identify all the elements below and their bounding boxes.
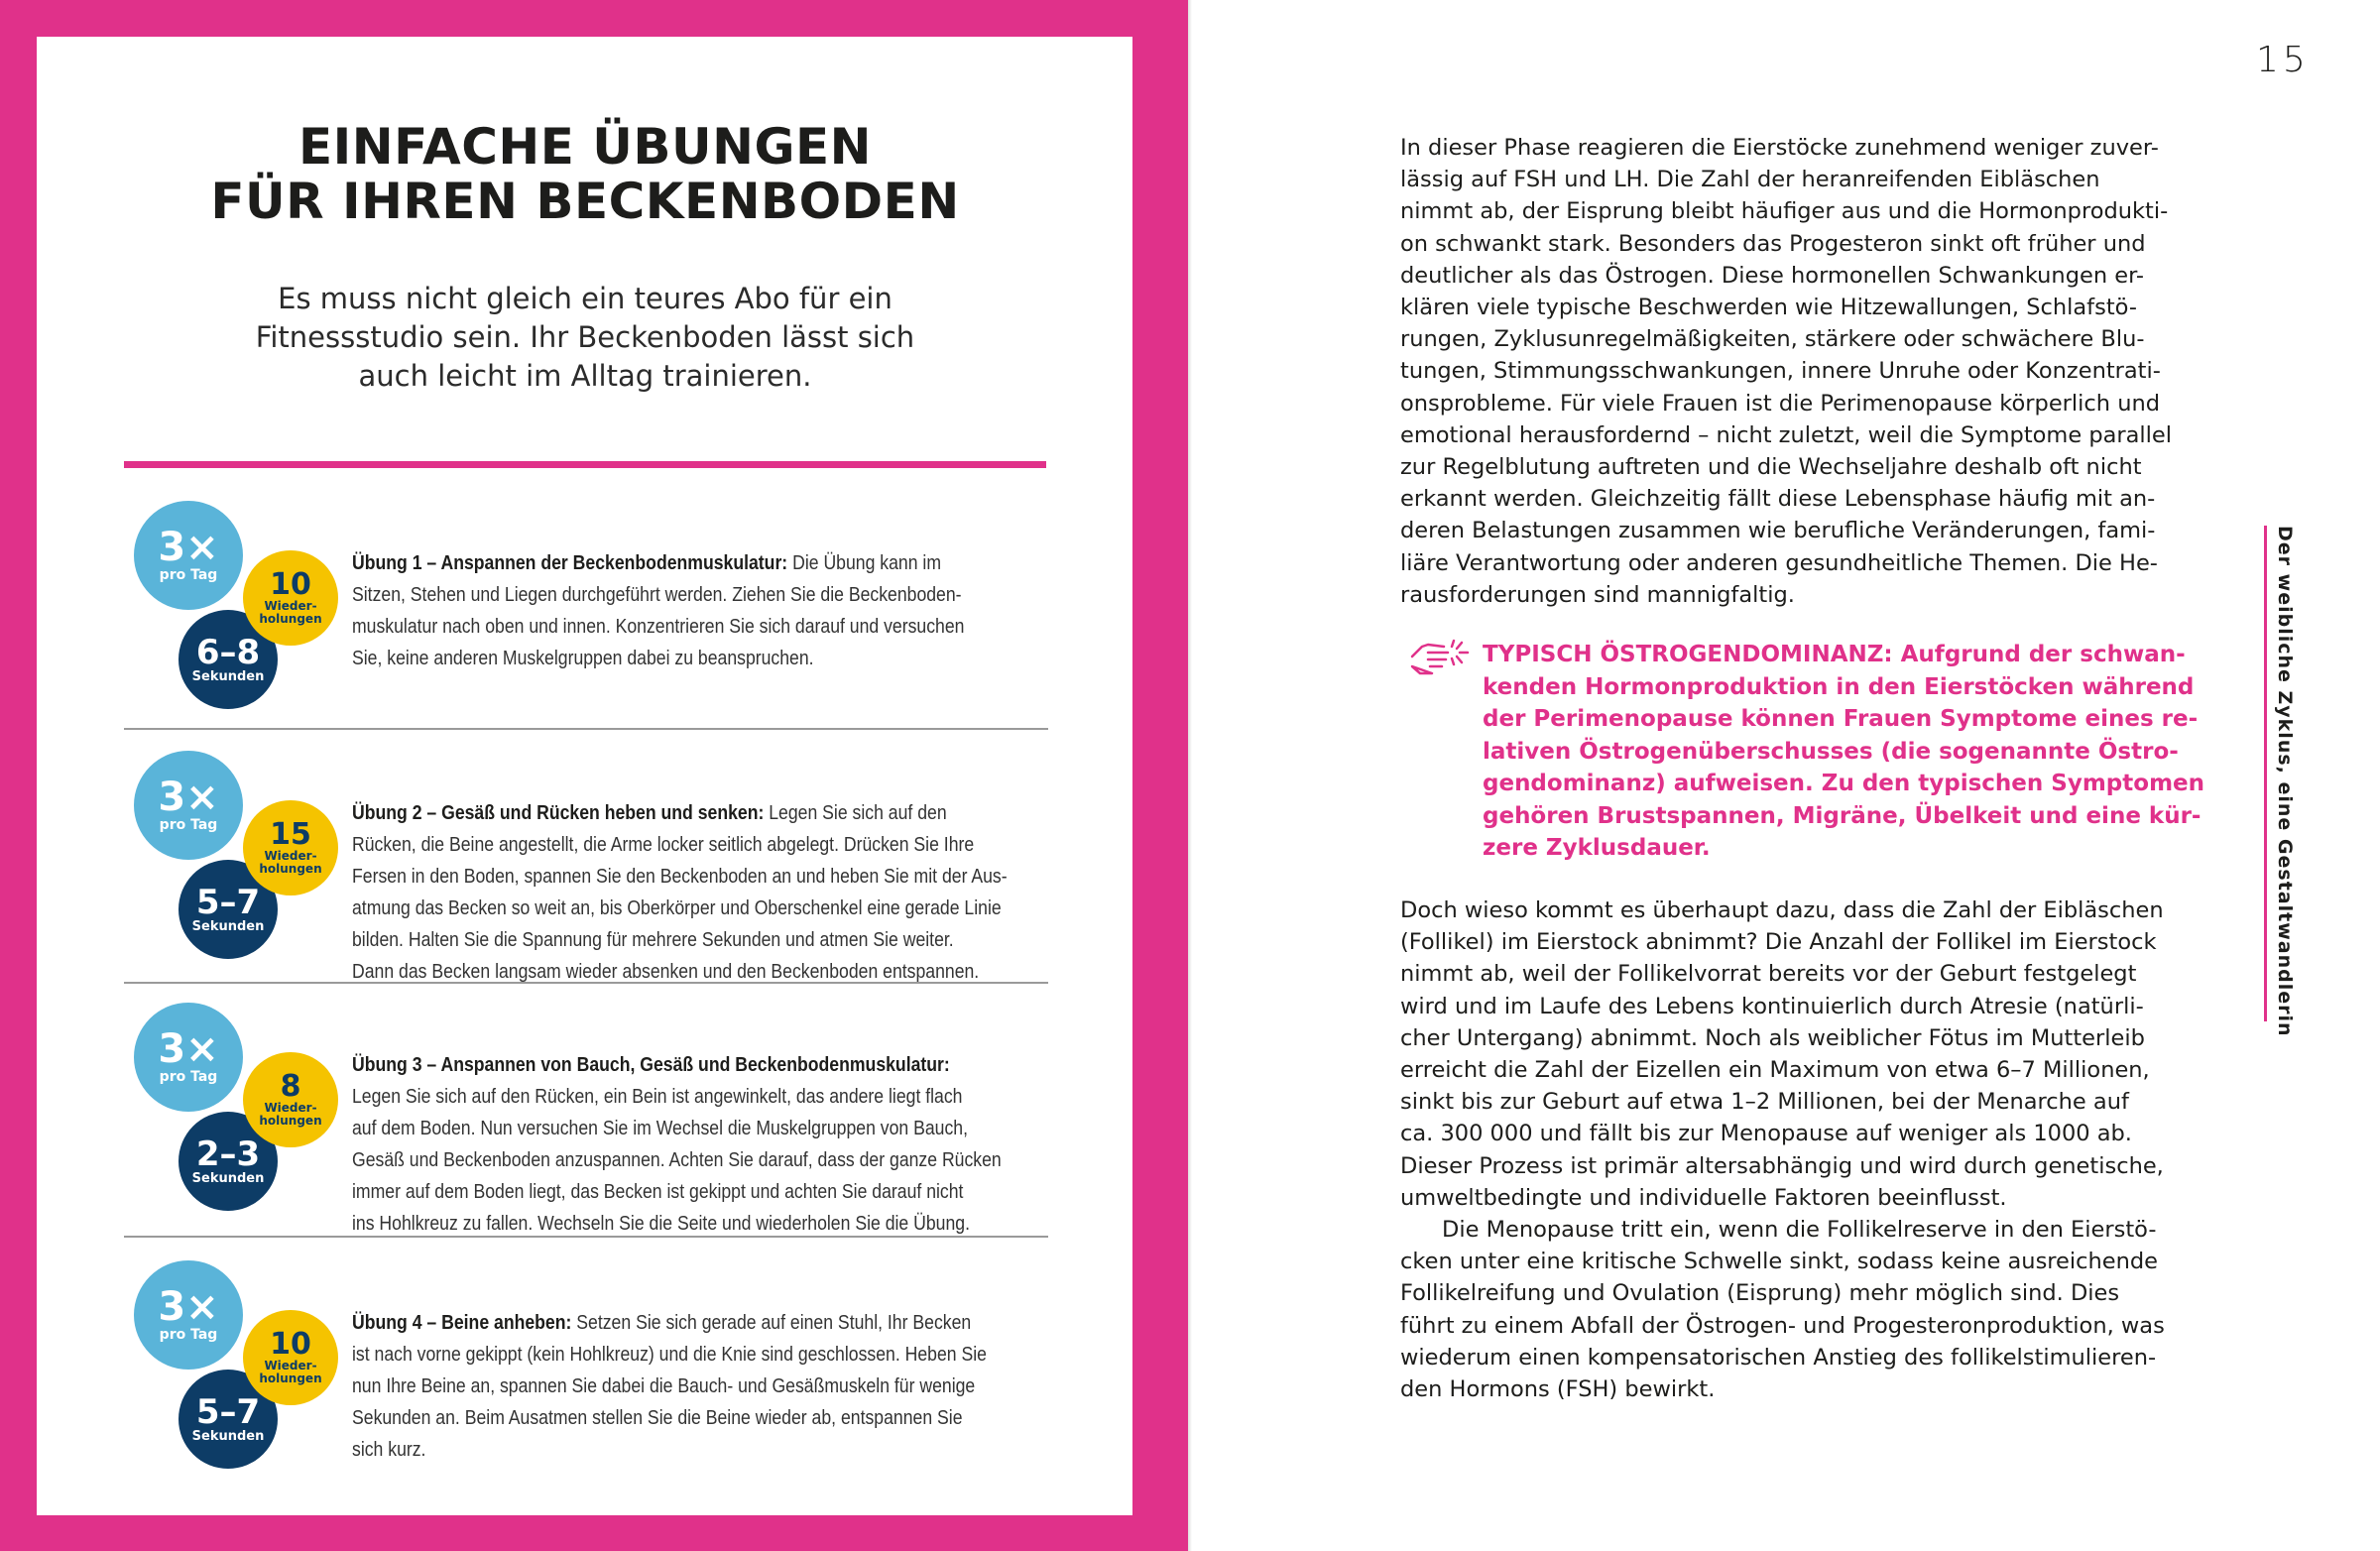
text-line: onsprobleme. Für viele Frauen ist die Perimenopause körperlich und [1400,390,2161,417]
repetitions-label: Wieder- [264,1359,317,1372]
divider [124,728,1048,730]
text-line: sinkt bis zur Geburt auf etwa 1–2 Millionen, bei der Menarche auf [1400,1089,2129,1116]
exercise-text-line: Rücken, die Beine angestellt, die Arme locker seitlich abgelegt. Drücken Sie Ihre [352,833,975,856]
repetitions-badge [243,550,338,646]
body-paragraph-1 [1400,132,2172,611]
exercise-text-start: Legen Sie sich auf den [764,801,947,824]
exercise-text-line [352,797,1068,829]
repetitions-label: holungen [259,1114,322,1128]
book-gutter [1188,0,1192,1551]
exercise-text-line: bilden. Halten Sie die Spannung für mehrere Sekunden und atmen Sie weiter. [352,928,954,951]
text-line: Die Menopause tritt ein, wenn die Follikelreserve in den Eierstö- [1442,1217,2157,1243]
per-day-value: 3× [158,775,219,820]
seconds-value: 2–3 [195,1133,261,1174]
exercise-text-line: ist nach vorne gekippt (kein Hohlkreuz) und die Knie sind geschlossen. Heben Sie [352,1343,987,1366]
per-day-badge [134,1003,243,1112]
text-line: umweltbedingte und individuelle Faktoren beeinflusst. [1400,1184,2007,1211]
text-line: gehören Brustspannen, Migräne, Übelkeit und eine kür- [1483,802,2202,829]
exercise-text-line: auf dem Boden. Nun versuchen Sie im Wechsel die Muskelgruppen von Bauch, [352,1117,969,1139]
text-line: erkannt werden. Gleichzeitig fällt diese Lebensphase häufig mit an- [1400,486,2156,513]
text-line: nimmt ab, weil der Follikelvorrat bereits vor der Geburt festgelegt [1400,961,2137,988]
exercise-text-line: immer auf dem Boden liegt, das Becken ist gekippt und achten Sie darauf nicht [352,1180,964,1203]
intro-line: auch leicht im Alltag trainieren. [358,359,812,393]
chapter-side-title: Der weibliche Zyklus, eine Gestaltwandlerin [2264,526,2300,1021]
text-line: kenden Hormonproduktion in den Eierstöcken während [1483,673,2195,700]
exercise-text-line: Gesäß und Beckenboden anzuspannen. Achten Sie darauf, dass der ganze Rücken [352,1148,1002,1171]
text-line: wird und im Laufe des Lebens kontinuierlich durch Atresie (natürli- [1400,993,2144,1019]
exercise-heading: Übung 2 – Gesäß und Rücken heben und senken: [352,801,765,824]
intro-line: Es muss nicht gleich ein teures Abo für ein [278,282,892,315]
text-line: emotional herausfordernd – nicht zuletzt, weil die Symptome parallel [1400,421,2173,448]
pink-divider [124,461,1046,468]
text-line: rausforderungen sind mannigfaltig. [1400,581,1795,608]
text-line: erreicht die Zahl der Eizellen ein Maximum von etwa 6–7 Millionen, [1400,1057,2150,1084]
exercise-text-line: Sekunden an. Beim Ausatmen stellen Sie die Beine wieder ab, entspannen Sie [352,1406,963,1429]
exercise-text-line: Sitzen, Stehen und Liegen durchgeführt werden. Ziehen Sie die Beckenboden- [352,583,962,606]
body-paragraph-2 [1400,895,2164,1214]
per-day-label: pro Tag [159,817,218,833]
repetitions-label: holungen [259,612,322,626]
text-line: klären viele typische Beschwerden wie Hitzewallungen, Schlafstö- [1400,295,2137,321]
text-line: Doch wieso kommt es überhaupt dazu, dass die Zahl der Eibläschen [1400,897,2164,923]
per-day-label: pro Tag [159,1069,218,1085]
exercise-text-line: Sie, keine anderen Muskelgruppen dabei zu beanspruchen. [352,647,814,669]
repetitions-value: 8 [280,1069,301,1104]
exercise-text-line: Fersen in den Boden, spannen Sie den Beckenboden an und heben Sie mit der Aus- [352,865,1008,888]
tip-box-estrogen-dominance [1483,639,2204,865]
repetitions-label: holungen [259,862,322,876]
seconds-label: Sekunden [191,918,265,934]
exercise-text-line [352,1049,1068,1081]
seconds-label: Sekunden [191,1170,265,1186]
exercise-heading: Übung 1 – Anspannen der Beckenbodenmuskulatur: [352,551,788,574]
text-line: zere Zyklusdauer. [1483,835,1711,861]
pointing-hand-icon [1408,635,1470,684]
repetitions-badge [243,800,338,895]
text-line: liäre Verantwortung oder anderen gesundheitliche Themen. Die He- [1400,549,2158,576]
text-line: nimmt ab, der Eisprung bleibt häufiger aus und die Hormonprodukti- [1400,198,2169,225]
per-day-badge [134,751,243,860]
exercise-text-line: muskulatur nach oben und innen. Konzentrieren Sie sich darauf und versuchen [352,615,965,638]
exercise-text-line: Dann das Becken langsam wieder absenken und den Beckenboden entspannen. [352,960,980,983]
per-day-badge [134,1260,243,1370]
page-title-line-1: EINFACHE ÜBUNGEN [298,118,873,176]
text-line: TYPISCH ÖSTROGENDOMINANZ: Aufgrund der schwan- [1483,642,2186,667]
text-line: cher Untergang) abnimmt. Noch als weiblicher Fötus im Mutterleib [1400,1024,2145,1051]
exercise-text [352,547,1068,674]
seconds-value: 5–7 [195,1391,261,1432]
text-line: deutlicher als das Östrogen. Diese hormonellen Schwankungen er- [1400,262,2145,289]
page-title-line-2: FÜR IHREN BECKENBODEN [210,173,960,230]
text-line: deren Belastungen zusammen wie berufliche Veränderungen, fami- [1400,518,2156,544]
seconds-value: 5–7 [195,882,261,922]
text-line: (Follikel) im Eierstock abnimmt? Die Anzahl der Follikel im Eierstock [1400,929,2157,956]
exercise-text-line: sich kurz. [352,1438,426,1461]
exercise-text [352,1049,1068,1240]
seconds-value: 6–8 [195,632,261,672]
text-line: den Hormons (FSH) bewirkt. [1400,1376,1716,1403]
intro-text [198,280,972,396]
repetitions-badge [243,1052,338,1147]
body-paragraph-3 [1400,1214,2165,1405]
per-day-label: pro Tag [159,1327,218,1343]
repetitions-label: Wieder- [264,849,317,863]
text-line: zur Regelblutung auftreten und die Wechseljahre deshalb oft nicht [1400,454,2142,481]
exercise-text-line: atmung das Becken so weit an, bis Oberkörper und Oberschenkel eine gerade Linie [352,896,1002,919]
text-line: gendominanz) aufweisen. Zu den typischen Symptomen [1483,771,2205,796]
exercise-text [352,1307,1068,1466]
repetitions-value: 10 [270,1327,311,1362]
repetitions-label: Wieder- [264,599,317,613]
exercise-text [352,797,1068,988]
text-line: führt zu einem Abfall der Östrogen- und Progesteronproduktion, was [1400,1312,2165,1339]
per-day-value: 3× [158,1284,219,1330]
text-line: Follikelreifung und Ovulation (Eisprung) mehr möglich sind. Dies [1400,1280,2120,1307]
per-day-value: 3× [158,525,219,570]
seconds-label: Sekunden [191,668,265,684]
exercise-heading: Übung 4 – Beine anheben: [352,1311,572,1334]
seconds-label: Sekunden [191,1428,265,1444]
exercise-text-start: Die Übung kann im [787,551,942,574]
repetitions-badge [243,1310,338,1405]
per-day-badge [134,501,243,610]
text-line: lässig auf FSH und LH. Die Zahl der heranreifenden Eibläschen [1400,167,2100,193]
text-line: on schwankt stark. Besonders das Progesteron sinkt oft früher und [1400,230,2146,257]
text-line: Dieser Prozess ist primär altersabhängig und wird durch genetische, [1400,1152,2164,1179]
text-line: wiederum einen kompensatorischen Anstieg des follikelstimulieren- [1400,1344,2157,1371]
exercise-heading: Übung 3 – Anspannen von Bauch, Gesäß und Beckenbodenmuskulatur: [352,1053,950,1076]
intro-line: Fitnessstudio sein. Ihr Beckenboden lässt sich [255,320,915,354]
exercise-text-line [352,1307,1068,1339]
exercise-text-line: nun Ihre Beine an, spannen Sie dabei die Bauch- und Gesäßmuskeln für wenige [352,1374,976,1397]
page-number: 15 [2256,40,2310,80]
exercise-text-line: ins Hohlkreuz zu fallen. Wechseln Sie die Seite und wiederholen Sie die Übung. [352,1212,970,1235]
text-line: cken unter eine kritische Schwelle sinkt, sodass keine ausreichende [1400,1249,2159,1275]
text-line: ca. 300 000 und fällt bis zur Menopause auf weniger als 1000 ab. [1400,1121,2132,1147]
exercise-text-start: Setzen Sie sich gerade auf einen Stuhl, Ihr Becken [571,1311,972,1334]
per-day-value: 3× [158,1026,219,1072]
text-line: In dieser Phase reagieren die Eierstöcke zunehmend weniger zuver- [1400,135,2159,161]
exercise-text-line: Legen Sie sich auf den Rücken, ein Bein ist angewinkelt, das andere liegt flach [352,1085,963,1108]
repetitions-value: 10 [270,567,311,602]
repetitions-label: holungen [259,1372,322,1385]
exercise-text-line [352,547,1068,579]
text-line: rungen, Zyklusunregelmäßigkeiten, stärkere oder schwächere Blu- [1400,326,2145,353]
text-line: lativen Östrogenüberschusses (die sogenannte Östro- [1483,738,2179,765]
repetitions-label: Wieder- [264,1101,317,1115]
text-line: tungen, Stimmungsschwankungen, innere Unruhe oder Konzentrati- [1400,358,2161,385]
text-line: der Perimenopause können Frauen Symptome eines re- [1483,706,2199,732]
repetitions-value: 15 [270,817,311,852]
per-day-label: pro Tag [159,567,218,583]
